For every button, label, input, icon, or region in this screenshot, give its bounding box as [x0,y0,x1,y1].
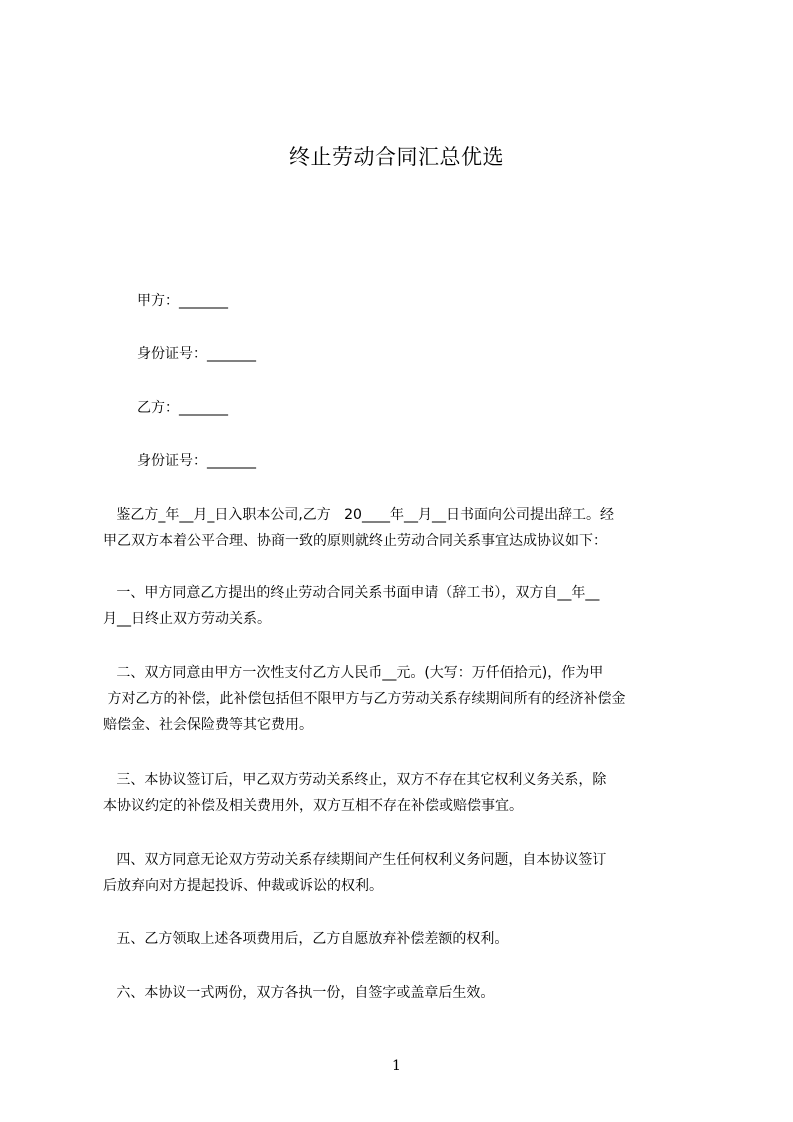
page-number: 1 [392,1058,401,1074]
party-b-id-field: 身份证号：_______ [137,453,256,469]
clause-2 [103,660,703,738]
clause-3-line-2: 本协议约定的补偿及相关费用外，双方互相不存在补偿或赔偿事宜。 [103,798,523,814]
clause-2-line-2: 方对乙方的补偿，此补偿包括但不限甲方与乙方劳动关系存续期间所有的经济补偿金 [103,691,626,707]
party-a-field: 甲方：_______ [137,293,228,309]
party-b-field: 乙方：_______ [137,400,228,416]
clause-5-line-1: 五、乙方领取上述各项费用后，乙方自愿放弃补偿差额的权利。 [103,931,509,947]
clause-4-line-1: 四、双方同意无论双方劳动关系存续期间产生任何权利义务问题，自本协议签订 [103,852,607,868]
clause-2-line-1: 二、双方同意由甲方一次性支付乙方人民币__元。(大写：万仟佰拾元)，作为甲 [103,665,604,681]
clause-6 [103,980,703,1006]
clause-1-line-2: 月__日终止双方劳动关系。 [103,611,271,627]
clause-5 [103,926,703,952]
intro-line-2: 甲乙双方本着公平合理、协商一致的原则就终止劳动合同关系事宜达成协议如下： [103,533,607,549]
clause-6-line-1: 六、本协议一式两份，双方各执一份，自签字或盖章后生效。 [103,985,495,1001]
clause-4 [103,847,703,899]
intro-line-1: 鉴乙方_年__月_日入职本公司,乙方 20____年__月__日书面向公司提出辞工。经 [103,507,614,523]
clause-3-line-1: 三、本协议签订后，甲乙双方劳动关系终止，双方不存在其它权利义务关系，除 [103,772,607,788]
clause-4-line-2: 后放弃向对方提起投诉、仲裁或诉讼的权利。 [103,878,383,894]
intro-paragraph [103,502,703,554]
clause-1-line-1: 一、甲方同意乙方提出的终止劳动合同关系书面申请（辞工书），双方自__年__ [103,585,600,601]
party-a-id-field: 身份证号：_______ [137,346,256,362]
clause-3 [103,767,703,819]
document-title: 终止劳动合同汇总优选 [289,145,504,169]
clause-2-line-3: 赔偿金、社会保险费等其它费用。 [103,717,313,733]
clause-1 [103,580,703,632]
